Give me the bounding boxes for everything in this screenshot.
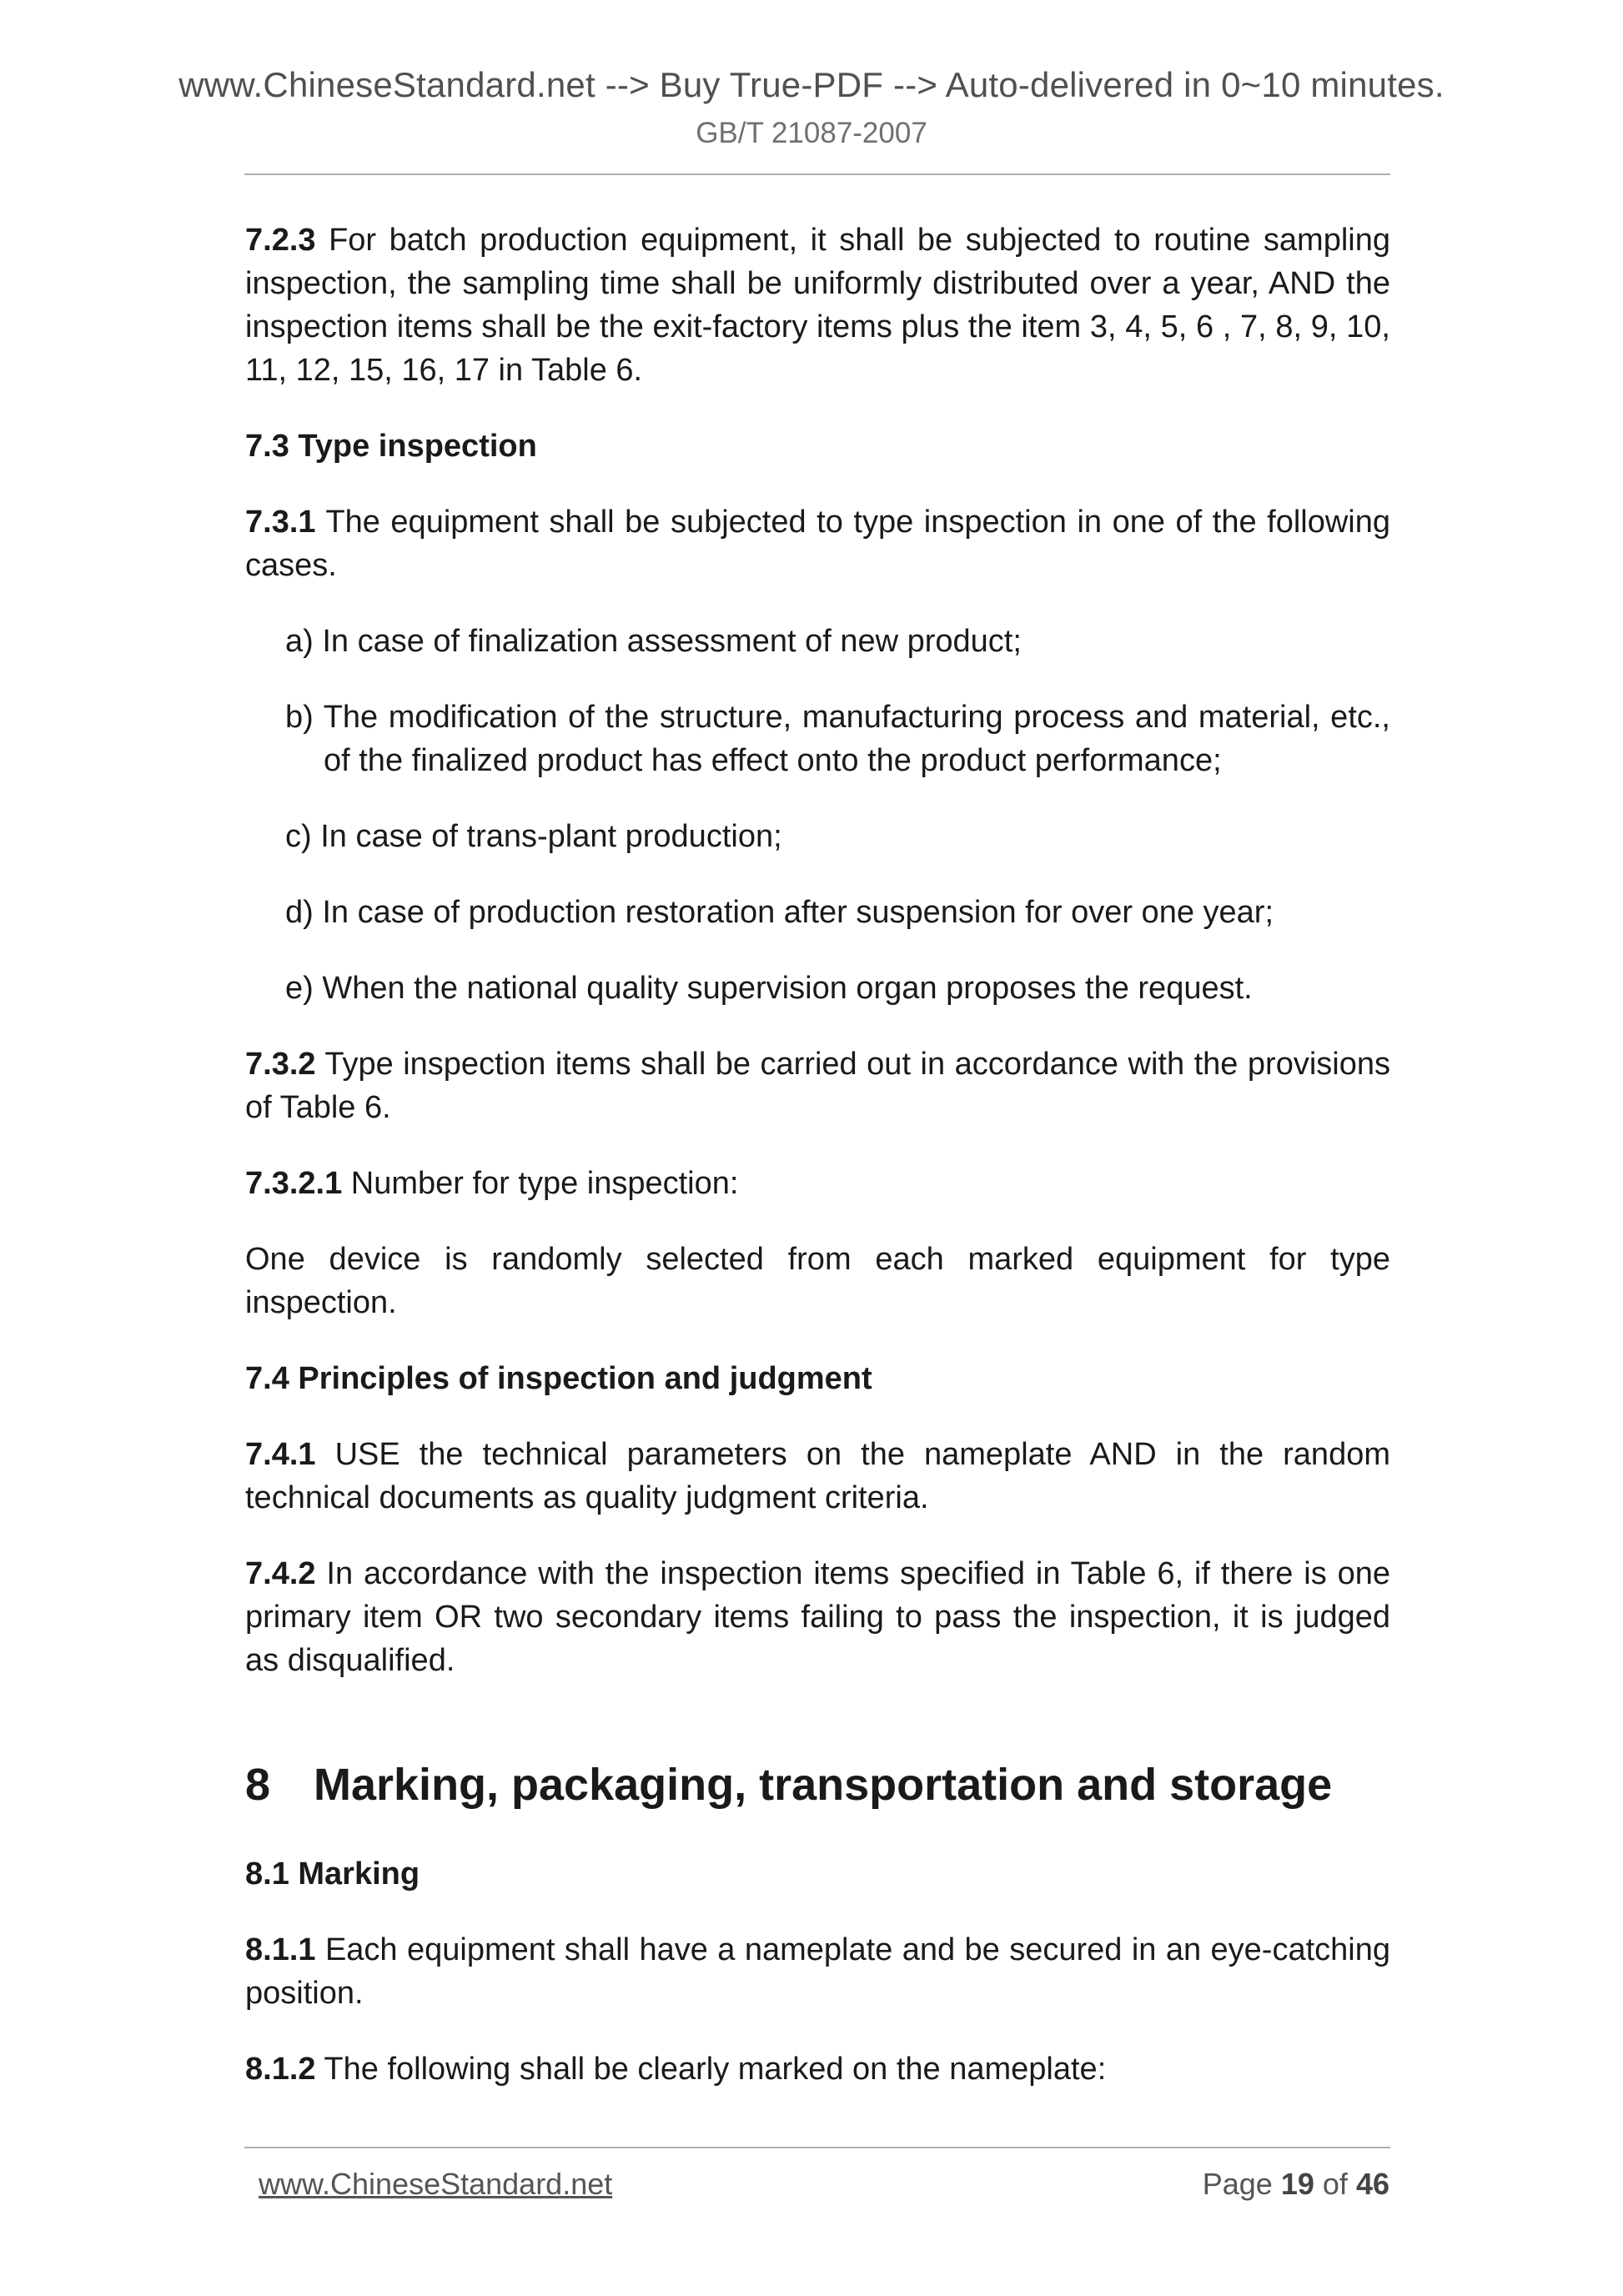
clause-number: 7.2.3 (245, 223, 316, 258)
list-item-c: c) In case of trans-plant production; (285, 819, 782, 854)
chapter-title: Marking, packaging, transportation and storage (314, 1760, 1333, 1810)
header-divider (244, 173, 1390, 175)
list-item-a: a) In case of finalization assessment of new product; (285, 624, 1022, 659)
clause-text: The following shall be clearly marked on the nameplate: (315, 2052, 1107, 2087)
clause-number: 7.3.1 (245, 505, 316, 540)
clause-7-4-1 (245, 1433, 1390, 1520)
list-item-e: e) When the national quality supervision organ proposes the request. (285, 971, 1253, 1006)
page-word: Page (1202, 2167, 1273, 2201)
header-banner: www.ChineseStandard.net --> Buy True-PDF --> Auto-delivered in 0~10 minutes. (178, 65, 1445, 104)
clause-8-1-1 (245, 1928, 1390, 2015)
chapter-heading-8 (245, 1756, 1390, 1814)
standard-number: GB/T 21087-2007 (696, 117, 927, 149)
clause-number: 8.1.1 (245, 1932, 316, 1967)
clause-number: 7.4.2 (245, 1556, 316, 1591)
total-pages: 46 (1355, 2167, 1389, 2201)
paragraph-one-device: One device is randomly selected from each marked equipment for type inspection. (245, 1242, 1390, 1320)
section-heading-7-4: 7.4 Principles of inspection and judgment (245, 1361, 872, 1396)
clause-text: For batch production equipment, it shall be subjected to routine sampling inspection, the sampling time shall be uniformly distributed over a year, AND the inspection items shall be the exit-factory items plus the item 3, 4, 5, 6 , 7, 8, 9, 10, 11, 12, 15, 16, 17 in Table 6. (245, 223, 1390, 388)
page-indicator (1203, 2167, 1389, 2202)
section-heading-7-3: 7.3 Type inspection (245, 429, 537, 464)
clause-number: 7.3.2 (245, 1047, 316, 1082)
section-heading-8-1: 8.1 Marking (245, 1856, 420, 1892)
clause-text: Type inspection items shall be carried out in accordance with the provisions of Table 6. (245, 1047, 1390, 1125)
clause-text: Each equipment shall have a nameplate and be secured in an eye-catching position. (245, 1932, 1390, 2011)
clause-8-1-2 (245, 2047, 1390, 2091)
chapter-number: 8 (245, 1760, 271, 1810)
footer-divider (244, 2147, 1390, 2148)
clause-7-2-3 (245, 219, 1390, 392)
clause-text: Number for type inspection: (342, 1166, 739, 1201)
clause-number: 7.3.2.1 (245, 1166, 343, 1201)
clause-text: In accordance with the inspection items specified in Table 6, if there is one primary item OR two secondary items failing to pass the inspection, it is judged as disqualified. (245, 1556, 1390, 1678)
of-word: of (1322, 2167, 1348, 2201)
clause-text: USE the technical parameters on the nameplate AND in the random technical documents as quality judgment criteria. (245, 1437, 1390, 1515)
clause-7-3-1 (245, 500, 1390, 587)
clause-number: 7.4.1 (245, 1437, 316, 1472)
clause-7-3-2 (245, 1042, 1390, 1129)
clause-number: 8.1.2 (245, 2052, 316, 2087)
clause-text: The equipment shall be subjected to type inspection in one of the following cases. (245, 505, 1390, 583)
clause-7-4-2 (245, 1552, 1390, 1682)
footer-website-link[interactable]: www.ChineseStandard.net (259, 2167, 613, 2201)
list-item-d: d) In case of production restoration after suspension for over one year; (285, 895, 1274, 930)
list-item-b: b) The modification of the structure, manufacturing process and material, etc., of the finalized product has effect onto the product performance; (285, 700, 1390, 778)
document-body (245, 219, 1390, 2123)
current-page-number: 19 (1280, 2167, 1314, 2201)
clause-7-3-2-1 (245, 1162, 1390, 1205)
